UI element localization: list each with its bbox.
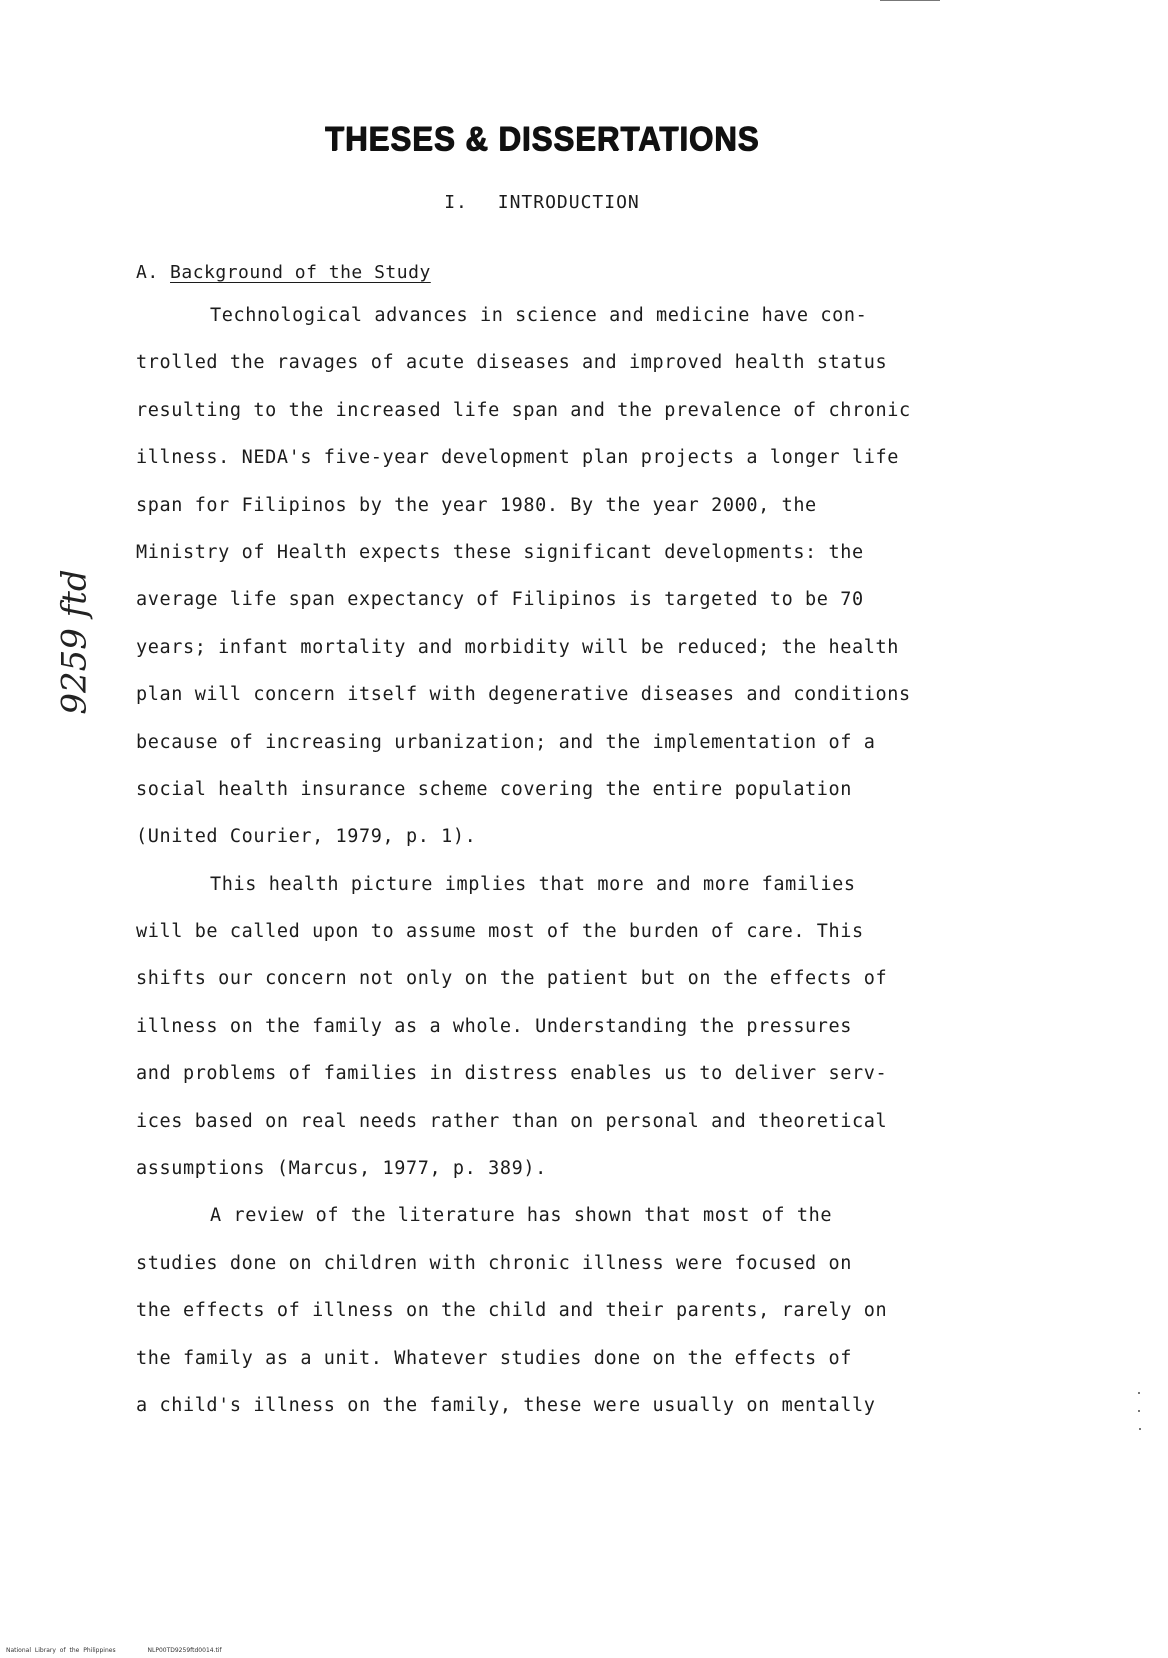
scan-speck <box>1138 1410 1140 1412</box>
text-line: social health insurance scheme covering the entire population <box>136 778 853 800</box>
text-line: assumptions (Marcus, 1977, p. 389). <box>136 1158 547 1180</box>
text-line: years; infant mortality and morbidity will be reduced; the health <box>136 636 899 658</box>
text-line: because of increasing urbanization; and the implementation of a <box>136 731 876 753</box>
text-line: trolled the ravages of acute diseases and improved health status <box>136 352 888 374</box>
section-title: Background of the Study <box>170 262 431 283</box>
text-line: resulting to the increased life span and the prevalence of chronic <box>136 399 911 421</box>
text-line: A review of the literature has shown that most of the <box>210 1205 833 1227</box>
margin-note-text: 9259 ftd <box>54 569 95 715</box>
text-line: Ministry of Health expects these significant developments: the <box>136 541 864 563</box>
text-line: will be called upon to assume most of the burden of care. This <box>136 921 864 943</box>
theses-dissertations-stamp: THESES & DISSERTATIONS <box>324 120 760 158</box>
text-line: ices based on real needs rather than on personal and theoretical <box>136 1110 888 1132</box>
footer-library: National Library of the Philippines <box>6 1647 116 1654</box>
text-line: average life span expectancy of Filipinos is targeted to be 70 <box>136 589 864 611</box>
scan-footer <box>6 1647 222 1654</box>
footer-file-code: NLP00TD9259ftd0014.tif <box>147 1647 222 1654</box>
text-line: a child's illness on the family, these were usually on mentally <box>136 1394 876 1416</box>
scan-speck <box>880 0 940 1</box>
text-line: illness on the family as a whole. Understanding the pressures <box>136 1015 853 1037</box>
scan-speck <box>1138 1392 1140 1394</box>
text-line: studies done on children with chronic illness were focused on <box>136 1252 853 1274</box>
chapter-heading: I. INTRODUCTION <box>444 192 640 213</box>
scan-speck <box>1139 1428 1141 1430</box>
text-line: plan will concern itself with degenerative diseases and conditions <box>136 684 911 706</box>
section-marker: A. <box>136 262 159 283</box>
text-line: This health picture implies that more and more families <box>210 873 856 895</box>
text-line: (United Courier, 1979, p. 1). <box>136 826 477 848</box>
handwritten-call-number <box>50 560 110 720</box>
text-line: Technological advances in science and medicine have con- <box>210 305 868 326</box>
text-line: shifts our concern not only on the patient but on the effects of <box>136 968 888 990</box>
text-line: illness. NEDA's five-year development plan projects a longer life <box>136 447 899 469</box>
body-text <box>136 292 966 1429</box>
text-line: the effects of illness on the child and their parents, rarely on <box>136 1300 888 1322</box>
text-line: span for Filipinos by the year 1980. By the year 2000, the <box>136 494 817 516</box>
text-line: and problems of families in distress enables us to deliver serv- <box>136 1063 888 1085</box>
section-heading <box>136 262 431 283</box>
text-line: the family as a unit. Whatever studies done on the effects of <box>136 1347 853 1369</box>
